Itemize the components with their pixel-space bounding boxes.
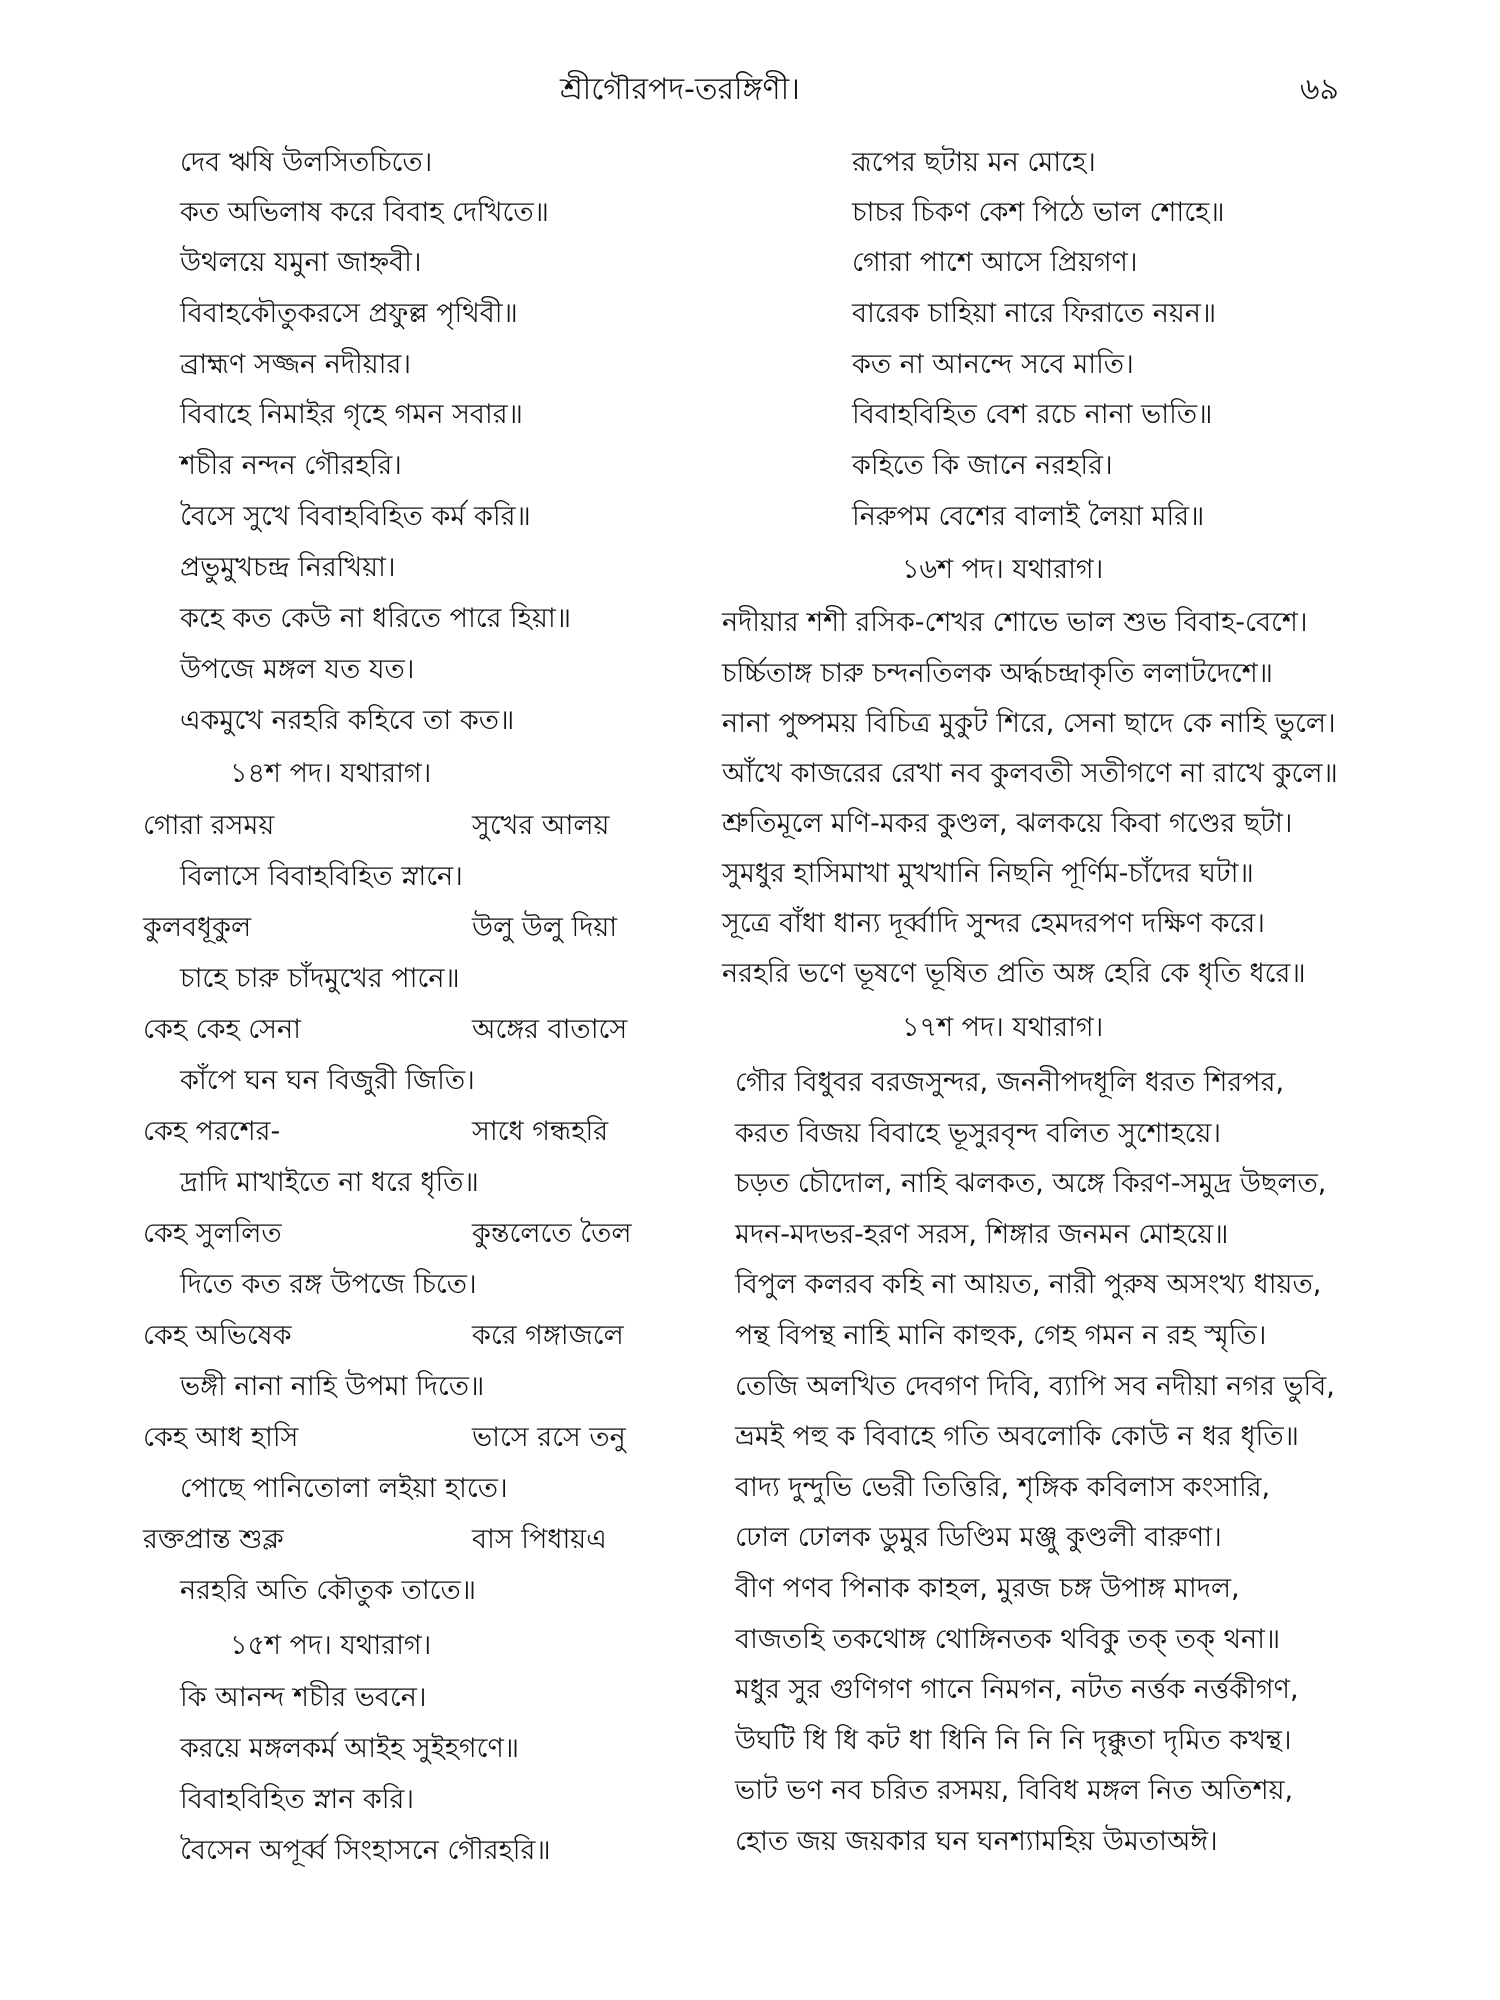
page-number: ৬৯ xyxy=(1300,72,1339,107)
stanza-line-b: সুখের আলয় xyxy=(472,810,610,841)
verse-line: চাচর চিকণ কেশ পিঠে ভাল শোহে॥ xyxy=(852,197,1225,228)
verse-line: বৈসেন অপূর্ব্ব সিংহাসনে গৌরহরি॥ xyxy=(180,1835,551,1866)
stanza-line-c: দ্রাদি মাখাইতে না ধরে ধৃতি॥ xyxy=(180,1167,479,1198)
verse-line: বিবাহকৌতুকরসে প্রফুল্ল পৃথিবী॥ xyxy=(180,298,518,329)
verse-line: ব্রাহ্মণ সজ্জন নদীয়ার। xyxy=(180,349,412,380)
stanza-line-b: উলু উলু দিয়া xyxy=(472,912,618,943)
verse-line: শ্রুতিমূলে মণি-মকর কুণ্ডল, ঝলকয়ে কিবা গণ্ডের ছটা। xyxy=(722,808,1293,839)
verse-line: নদীয়ার শশী রসিক-শেখর শোভে ভাল শুভ বিবাহ-বেশে। xyxy=(722,607,1308,638)
verse-line: কহে কত কেউ না ধরিতে পারে হিয়া॥ xyxy=(180,603,571,634)
stanza-line-a: কেহ পরশের- xyxy=(143,1116,281,1147)
verse-line: করয়ে মঙ্গলকর্ম আইহ সুইহগণে॥ xyxy=(180,1733,520,1764)
verse-line: চড়ত চৌদোল, নাহি ঝলকত, অঙ্গে কিরণ-সমুদ্র উছলত, xyxy=(735,1168,1327,1199)
stanza-line-a: রক্তপ্রান্ত শুক্ল xyxy=(143,1524,284,1555)
verse-line: বীণ পণব পিনাক কাহল, মুরজ চঙ্গ উপাঙ্গ মাদল, xyxy=(735,1573,1240,1604)
stanza-line-c: ভঙ্গী নানা নাহি উপমা দিতে॥ xyxy=(180,1371,485,1402)
section-heading: ১৪শ পদ। যথারাগ। xyxy=(230,758,432,789)
verse-line: উঘটি ধি ধি কট ধা ধিনি নি নি নি দৃক্কুতা দৃমিত কখন্থ। xyxy=(735,1725,1292,1756)
stanza-line-b: বাস পিধায়এ xyxy=(472,1524,607,1555)
stanza-line-c: দিতে কত রঙ্গ উপজে চিতে। xyxy=(180,1269,477,1300)
verse-line: তেজি অলখিত দেবগণ দিবি, ব্যাপি সব নদীয়া নগর ভুবি, xyxy=(735,1371,1335,1402)
verse-line: বাজতহি তকথোঙ্গ থোঙ্গিনতক থবিকু তক্ তক্ থনা॥ xyxy=(735,1624,1281,1655)
stanza-line-c: পোছে পানিতোলা লইয়া হাতে। xyxy=(180,1473,508,1504)
stanza-line-a: কুলবধূকুল xyxy=(143,912,252,943)
stanza-line-c: কাঁপে ঘন ঘন বিজুরী জিতি। xyxy=(180,1065,475,1096)
verse-line: গোরা পাশে আসে প্রিয়গণ। xyxy=(852,247,1138,278)
verse-line: শচীর নন্দন গৌরহরি। xyxy=(180,450,402,481)
verse-line: চর্চ্চিতাঙ্গ চারু চন্দনতিলক অর্দ্ধচন্দ্রাকৃতি ললাটদেশে॥ xyxy=(722,658,1273,689)
verse-line: বৈসে সুখে বিবাহবিহিত কর্ম করি॥ xyxy=(180,501,531,532)
verse-line: ভাট ভণ নব চরিত রসময়, বিবিধ মঙ্গল নিত অতিশয়, xyxy=(735,1775,1294,1806)
verse-line: কত না আনন্দে সবে মাতি। xyxy=(852,349,1134,380)
verse-line: দেব ঋষি উলসিতচিতে। xyxy=(180,147,433,178)
stanza-line-b: কুন্তলেতে তৈল xyxy=(472,1218,632,1249)
stanza-line-b: করে গঙ্গাজলে xyxy=(472,1320,624,1351)
verse-line: পন্থ বিপন্থ নাহি মানি কাহুক, গেহ গমন ন রহ স্মৃতি। xyxy=(735,1320,1267,1351)
verse-line: প্রভুমুখচন্দ্র নিরখিয়া। xyxy=(180,552,396,583)
stanza-line-b: ভাসে রসে তনু xyxy=(472,1422,626,1453)
verse-line: গৌর বিধুবর বরজসুন্দর, জননীপদধূলি ধরত শিরপর, xyxy=(735,1067,1285,1098)
verse-line: বারেক চাহিয়া নারে ফিরাতে নয়ন॥ xyxy=(852,298,1217,329)
verse-line: বাদ্য দুন্দুভি ভেরী তিত্তিরি, শৃঙ্গিক কবিলাস কংসারি, xyxy=(735,1472,1271,1503)
verse-line: নিরুপম বেশের বালাই লৈয়া মরি॥ xyxy=(852,501,1205,532)
stanza-line-a: কেহ অভিষেক xyxy=(143,1320,292,1351)
verse-line: বিবাহে নিমাইর গৃহে গমন সবার॥ xyxy=(180,399,523,430)
verse-line: কি আনন্দ শচীর ভবনে। xyxy=(180,1682,427,1713)
verse-line: হোত জয় জয়কার ঘন ঘনশ্যামহিয় উমতাঅঈ। xyxy=(735,1826,1218,1857)
verse-line: বিপুল কলরব কহি না আয়ত, নারী পুরুষ অসংখ্য ধায়ত, xyxy=(735,1269,1322,1300)
stanza-line-a: কেহ সুললিত xyxy=(143,1218,282,1249)
verse-line: বিবাহবিহিত স্নান করি। xyxy=(180,1784,415,1815)
verse-line: একমুখে নরহরি কহিবে তা কত॥ xyxy=(180,705,515,736)
stanza-line-c: নরহরি অতি কৌতুক তাতে॥ xyxy=(180,1575,477,1606)
stanza-line-c: বিলাসে বিবাহবিহিত স্নানে। xyxy=(180,861,463,892)
stanza-line-a: গোরা রসময় xyxy=(143,810,275,841)
section-heading: ১৫শ পদ। যথারাগ। xyxy=(230,1630,432,1661)
section-heading: ১৭শ পদ। যথারাগ। xyxy=(902,1012,1104,1043)
page-title: শ্রীগৌরপদ-তরঙ্গিণী। xyxy=(560,72,800,107)
verse-line: মধুর সুর গুণিগণ গানে নিমগন, নটত নর্ত্তক নর্ত্তকীগণ, xyxy=(735,1674,1299,1705)
stanza-line-b: অঙ্গের বাতাসে xyxy=(472,1014,628,1045)
verse-line: উথলয়ে যমুনা জাহ্নবী। xyxy=(180,247,422,278)
verse-line: রূপের ছটায় মন মোহে। xyxy=(852,147,1096,178)
verse-line: কহিতে কি জানে নরহরি। xyxy=(852,450,1113,481)
verse-line: আঁখে কাজরের রেখা নব কুলবতী সতীগণে না রাখে কুলে॥ xyxy=(722,758,1338,789)
verse-line: নরহরি ভণে ভূষণে ভূষিত প্রতি অঙ্গ হেরি কে ধৃতি ধরে॥ xyxy=(722,958,1306,989)
verse-line: ঢোল ঢোলক ডুমুর ডিণ্ডিম মঞ্জু কুণ্ডলী বারুণা। xyxy=(735,1522,1222,1553)
verse-line: সুমধুর হাসিমাখা মুখখানি নিছনি পূর্ণিম-চাঁদের ঘটা॥ xyxy=(722,858,1254,889)
verse-line: করত বিজয় বিবাহে ভূসুরবৃন্দ বলিত সুশোহয়ে। xyxy=(735,1118,1222,1149)
verse-line: নানা পুষ্পময় বিচিত্র মুকুট শিরে, সেনা ছাদে কে নাহি ভুলে। xyxy=(722,708,1336,739)
stanza-line-a: কেহ কেহ সেনা xyxy=(143,1014,301,1045)
verse-line: ভ্রমই পহু ক বিবাহে গতি অবলোকি কোউ ন ধর ধৃতি॥ xyxy=(735,1421,1299,1452)
verse-line: বিবাহবিহিত বেশ রচে নানা ভাতি॥ xyxy=(852,399,1213,430)
stanza-line-b: সাধে গন্ধহরি xyxy=(472,1116,609,1147)
stanza-line-a: কেহ আধ হাসি xyxy=(143,1422,299,1453)
verse-line: মদন-মদভর-হরণ সরস, শিঙ্গার জনমন মোহয়ে॥ xyxy=(735,1219,1229,1250)
verse-line: উপজে মঙ্গল যত যত। xyxy=(180,654,415,685)
verse-line: কত অভিলাষ করে বিবাহ দেখিতে॥ xyxy=(180,197,549,228)
stanza-line-c: চাহে চারু চাঁদমুখের পানে॥ xyxy=(180,963,460,994)
verse-line: সূত্রে বাঁধা ধান্য দূর্ব্বাদি সুন্দর হেমদরপণ দক্ষিণ করে। xyxy=(722,908,1265,939)
section-heading: ১৬শ পদ। যথারাগ। xyxy=(902,554,1104,585)
